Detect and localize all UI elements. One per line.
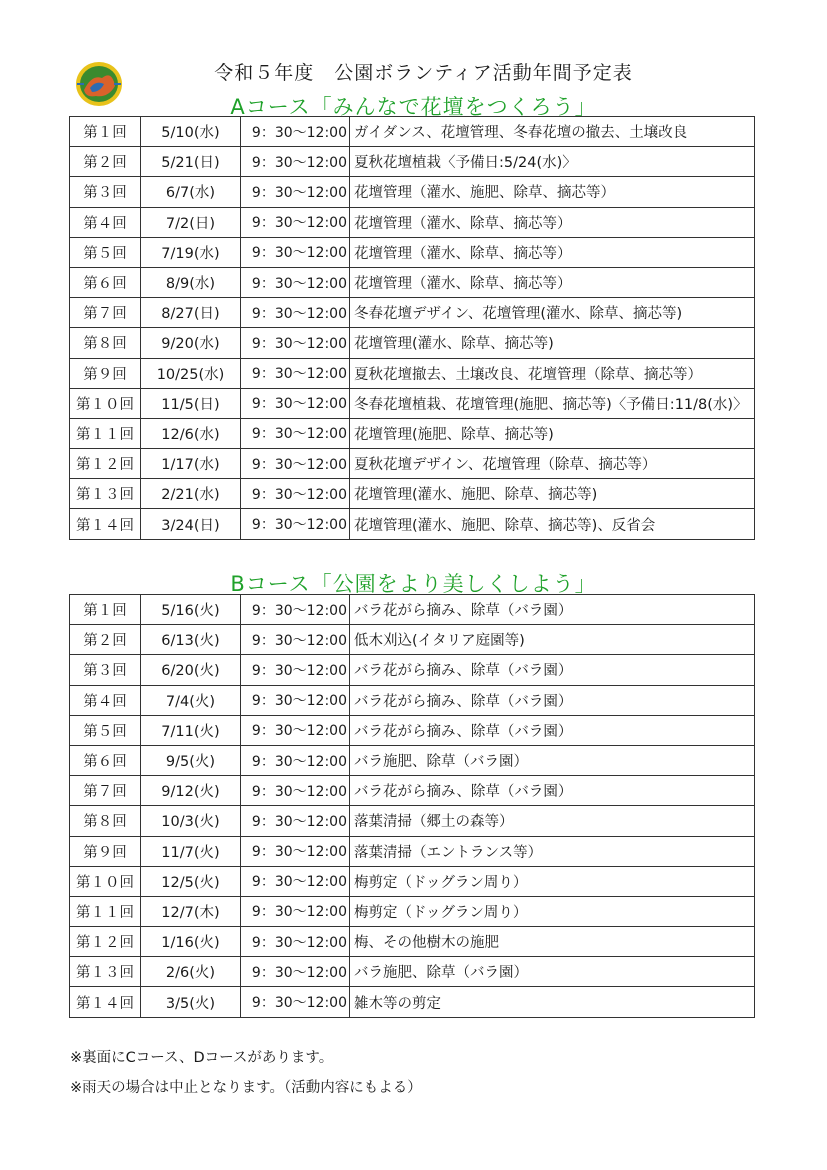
session-number-cell: 第１２回 <box>70 927 141 957</box>
date-cell: 5/10(水) <box>141 117 241 147</box>
session-number-cell: 第４回 <box>70 685 141 715</box>
date-cell: 6/13(火) <box>141 625 241 655</box>
time-cell: 9：30～12:00 <box>241 449 350 479</box>
activity-cell: 花壇管理(灌水、施肥、除草、摘芯等)、反省会 <box>350 509 755 539</box>
date-cell: 8/9(水) <box>141 267 241 297</box>
page-title: 令和５年度 公園ボランティア活動年間予定表 <box>214 62 633 84</box>
date-cell: 3/24(日) <box>141 509 241 539</box>
session-number-cell: 第７回 <box>70 298 141 328</box>
activity-cell: 花壇管理（灌水、施肥、除草、摘芯等） <box>350 177 755 207</box>
time-cell: 9：30～12:00 <box>241 655 350 685</box>
table-row <box>70 177 755 207</box>
date-cell: 7/4(火) <box>141 685 241 715</box>
session-number-cell: 第１４回 <box>70 509 141 539</box>
table-row <box>70 625 755 655</box>
date-cell: 7/2(日) <box>141 207 241 237</box>
date-cell: 6/7(水) <box>141 177 241 207</box>
time-cell: 9：30～12:00 <box>241 595 350 625</box>
table-row <box>70 896 755 926</box>
date-cell: 9/12(火) <box>141 776 241 806</box>
time-cell: 9：30～12:00 <box>241 987 350 1017</box>
activity-cell: 花壇管理（灌水、除草、摘芯等） <box>350 237 755 267</box>
activity-cell: 雑木等の剪定 <box>350 987 755 1017</box>
session-number-cell: 第８回 <box>70 328 141 358</box>
session-number-cell: 第９回 <box>70 836 141 866</box>
activity-cell: 花壇管理（灌水、除草、摘芯等） <box>350 267 755 297</box>
activity-cell: バラ花がら摘み、除草（バラ園） <box>350 776 755 806</box>
activity-cell: 夏秋花壇植栽〈予備日:5/24(水)〉 <box>350 147 755 177</box>
table-row <box>70 358 755 388</box>
session-number-cell: 第１１回 <box>70 418 141 448</box>
table-row <box>70 328 755 358</box>
activity-cell: バラ花がら摘み、除草（バラ園） <box>350 595 755 625</box>
activity-cell: バラ施肥、除草（バラ園） <box>350 745 755 775</box>
activity-cell: 花壇管理(灌水、除草、摘芯等) <box>350 328 755 358</box>
session-number-cell: 第３回 <box>70 177 141 207</box>
session-number-cell: 第４回 <box>70 207 141 237</box>
activity-cell: 低木刈込(イタリア庭園等) <box>350 625 755 655</box>
activity-cell: 夏秋花壇デザイン、花壇管理（除草、摘芯等） <box>350 449 755 479</box>
date-cell: 10/3(火) <box>141 806 241 836</box>
date-cell: 12/6(水) <box>141 418 241 448</box>
table-row <box>70 418 755 448</box>
date-cell: 5/21(日) <box>141 147 241 177</box>
table-row <box>70 806 755 836</box>
activity-cell: 夏秋花壇撤去、土壌改良、花壇管理（除草、摘芯等） <box>350 358 755 388</box>
time-cell: 9：30～12:00 <box>241 957 350 987</box>
table-row <box>70 207 755 237</box>
session-number-cell: 第１３回 <box>70 479 141 509</box>
table-row <box>70 449 755 479</box>
time-cell: 9：30～12:00 <box>241 298 350 328</box>
activity-cell: 落葉清掃（郷土の森等） <box>350 806 755 836</box>
activity-cell: 梅剪定（ドッグラン周り） <box>350 896 755 926</box>
time-cell: 9：30～12:00 <box>241 177 350 207</box>
date-cell: 7/11(火) <box>141 715 241 745</box>
table-row <box>70 147 755 177</box>
time-cell: 9：30～12:00 <box>241 358 350 388</box>
session-number-cell: 第５回 <box>70 715 141 745</box>
time-cell: 9：30～12:00 <box>241 509 350 539</box>
course-b-heading: Bコース「公園をより美しくしよう」 <box>230 572 597 596</box>
course-a-table <box>69 116 755 540</box>
note-rain: ※雨天の場合は中止となります。（活動内容にもよる） <box>70 1080 422 1096</box>
activity-cell: 冬春花壇植栽、花壇管理(施肥、摘芯等)〈予備日:11/8(水)〉 <box>350 388 755 418</box>
course-a-heading: Aコース「みんなで花壇をつくろう」 <box>230 95 597 119</box>
table-row <box>70 715 755 745</box>
time-cell: 9：30～12:00 <box>241 117 350 147</box>
date-cell: 7/19(水) <box>141 237 241 267</box>
activity-cell: 落葉清掃（エントランス等） <box>350 836 755 866</box>
activity-cell: 花壇管理(施肥、除草、摘芯等) <box>350 418 755 448</box>
activity-cell: バラ花がら摘み、除草（バラ園） <box>350 655 755 685</box>
session-number-cell: 第８回 <box>70 806 141 836</box>
date-cell: 12/7(木) <box>141 896 241 926</box>
date-cell: 11/5(日) <box>141 388 241 418</box>
date-cell: 2/21(水) <box>141 479 241 509</box>
time-cell: 9：30～12:00 <box>241 207 350 237</box>
time-cell: 9：30～12:00 <box>241 745 350 775</box>
activity-cell: バラ花がら摘み、除草（バラ園） <box>350 715 755 745</box>
time-cell: 9：30～12:00 <box>241 776 350 806</box>
time-cell: 9：30～12:00 <box>241 267 350 297</box>
note-back-side: ※裏面にCコース、Dコースがあります。 <box>70 1050 334 1066</box>
session-number-cell: 第１２回 <box>70 449 141 479</box>
date-cell: 9/20(水) <box>141 328 241 358</box>
table-row <box>70 267 755 297</box>
table-row <box>70 866 755 896</box>
table-row <box>70 117 755 147</box>
time-cell: 9：30～12:00 <box>241 479 350 509</box>
table-row <box>70 776 755 806</box>
time-cell: 9：30～12:00 <box>241 836 350 866</box>
date-cell: 2/6(火) <box>141 957 241 987</box>
activity-cell: ガイダンス、花壇管理、冬春花壇の撤去、土壌改良 <box>350 117 755 147</box>
date-cell: 3/5(火) <box>141 987 241 1017</box>
time-cell: 9：30～12:00 <box>241 625 350 655</box>
session-number-cell: 第１０回 <box>70 388 141 418</box>
date-cell: 8/27(日) <box>141 298 241 328</box>
table-row <box>70 388 755 418</box>
table-row <box>70 479 755 509</box>
date-cell: 1/16(火) <box>141 927 241 957</box>
session-number-cell: 第１回 <box>70 117 141 147</box>
date-cell: 10/25(水) <box>141 358 241 388</box>
session-number-cell: 第２回 <box>70 625 141 655</box>
time-cell: 9：30～12:00 <box>241 237 350 267</box>
activity-cell: 冬春花壇デザイン、花壇管理(灌水、除草、摘芯等) <box>350 298 755 328</box>
date-cell: 5/16(火) <box>141 595 241 625</box>
table-row <box>70 987 755 1017</box>
session-number-cell: 第３回 <box>70 655 141 685</box>
activity-cell: 花壇管理(灌水、施肥、除草、摘芯等) <box>350 479 755 509</box>
time-cell: 9：30～12:00 <box>241 685 350 715</box>
date-cell: 6/20(火) <box>141 655 241 685</box>
session-number-cell: 第１０回 <box>70 866 141 896</box>
activity-cell: 花壇管理（灌水、除草、摘芯等） <box>350 207 755 237</box>
time-cell: 9：30～12:00 <box>241 328 350 358</box>
activity-cell: 梅、その他樹木の施肥 <box>350 927 755 957</box>
date-cell: 1/17(水) <box>141 449 241 479</box>
time-cell: 9：30～12:00 <box>241 806 350 836</box>
date-cell: 9/5(火) <box>141 745 241 775</box>
table-row <box>70 957 755 987</box>
time-cell: 9：30～12:00 <box>241 866 350 896</box>
time-cell: 9：30～12:00 <box>241 388 350 418</box>
date-cell: 12/5(火) <box>141 866 241 896</box>
session-number-cell: 第９回 <box>70 358 141 388</box>
table-row <box>70 927 755 957</box>
date-cell: 11/7(火) <box>141 836 241 866</box>
activity-cell: バラ施肥、除草（バラ園） <box>350 957 755 987</box>
table-row <box>70 237 755 267</box>
time-cell: 9：30～12:00 <box>241 715 350 745</box>
table-row <box>70 745 755 775</box>
table-row <box>70 685 755 715</box>
table-row <box>70 595 755 625</box>
table-row <box>70 509 755 539</box>
session-number-cell: 第６回 <box>70 267 141 297</box>
activity-cell: 梅剪定（ドッグラン周り） <box>350 866 755 896</box>
time-cell: 9：30～12:00 <box>241 418 350 448</box>
table-row <box>70 298 755 328</box>
session-number-cell: 第１１回 <box>70 896 141 926</box>
session-number-cell: 第５回 <box>70 237 141 267</box>
time-cell: 9：30～12:00 <box>241 896 350 926</box>
time-cell: 9：30～12:00 <box>241 927 350 957</box>
session-number-cell: 第２回 <box>70 147 141 177</box>
session-number-cell: 第６回 <box>70 745 141 775</box>
table-row <box>70 655 755 685</box>
time-cell: 9：30～12:00 <box>241 147 350 177</box>
course-b-table <box>69 594 755 1018</box>
activity-cell: バラ花がら摘み、除草（バラ園） <box>350 685 755 715</box>
table-row <box>70 836 755 866</box>
session-number-cell: 第１４回 <box>70 987 141 1017</box>
session-number-cell: 第１回 <box>70 595 141 625</box>
session-number-cell: 第１３回 <box>70 957 141 987</box>
session-number-cell: 第７回 <box>70 776 141 806</box>
